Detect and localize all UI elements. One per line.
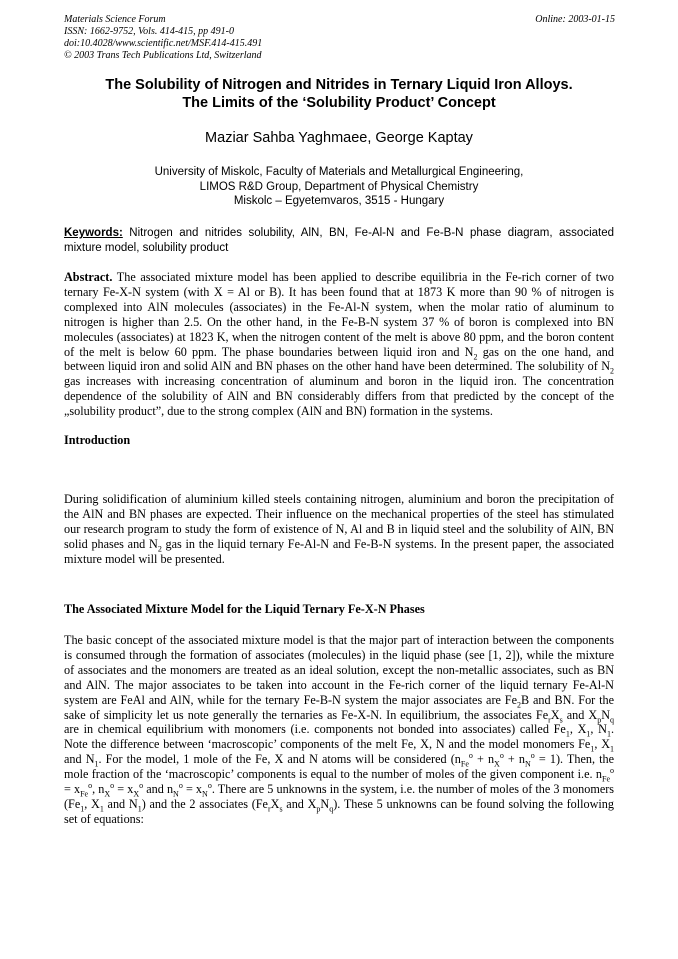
abstract-text-2: gas on the one hand, and between liquid iron and solid AlN and BN phases on the other hand have been determined. The solubility of N [64, 344, 614, 374]
affiliation [40, 165, 638, 209]
title-line-2: The Limits of the ‘Solubility Product’ Concept [182, 95, 496, 111]
model-text: + n [472, 752, 495, 767]
subscript: 1 [606, 729, 611, 739]
superscript: o [530, 751, 535, 761]
subscript: p [597, 714, 602, 724]
model-text: , N [590, 722, 607, 737]
superscript: o [110, 781, 115, 790]
subscript: X [104, 789, 111, 799]
model-text: and N [64, 752, 95, 767]
journal-header [64, 14, 394, 62]
model-text: and N [103, 796, 138, 811]
superscript: o [178, 781, 183, 790]
subscript: q [329, 804, 334, 814]
subscript: s [279, 804, 283, 814]
keywords [64, 226, 614, 255]
model-text: X [550, 707, 560, 722]
model-text: ) and the 2 associates (Fe [141, 796, 268, 811]
model-text: The basic concept of the associated mixture model is that the major part of interaction between the components is consumed through the formation of associates (molecules) in the liquid phase (see [1, 2]), while the mixture of associates and the monomers are treated as an ideal solution, except the non-metallic associates, such as BN and AlN. The major associates to be taken into account in the Fe-rich corner of the liquid ternary Fe-Al-N system are FeAl and AlN, while for the ternary Fe-B-N system the major associates are Fe [64, 633, 614, 707]
subscript: 1 [610, 744, 614, 754]
introduction-heading: Introduction [64, 433, 131, 447]
model-text: X [270, 796, 280, 811]
model-text: and X [282, 796, 317, 811]
model-text: B and BN. For the sake of simplicity let us note generally the ternaries as Fe-X-N. In equilibrium, the associates Fe [64, 692, 614, 722]
affiliation-line-2: LIMOS R&D Group, Department of Physical Chemistry [199, 180, 479, 193]
model-text: N [601, 707, 610, 722]
subscript: 2 [157, 544, 162, 554]
abstract-label: Abstract. [64, 270, 113, 284]
superscript: o [88, 781, 93, 790]
subscript: Fe [602, 774, 610, 784]
model-text: . Note the difference between ‘macroscopic’ components of the melt Fe, X, N and the model monomers Fe [64, 722, 614, 752]
superscript: o [610, 766, 614, 776]
model-section-body [64, 633, 614, 827]
subscript: X [494, 759, 500, 769]
keywords-text: Nitrogen and nitrides solubility, AlN, BN, Fe-Al-N and Fe-B-N phase diagram, associated mixture model, solubility product [64, 227, 615, 254]
superscript: o [207, 781, 212, 790]
subscript: r [548, 714, 551, 724]
model-text: = 1). Then, the mole fraction of the ‘macroscopic’ components is equal to the number of moles of the given component i.e. n [64, 752, 614, 782]
abstract [64, 270, 614, 419]
superscript: o [468, 751, 473, 761]
issn: ISSN: 1662-9752, Vols. 414-415, pp 491-0 [64, 26, 234, 37]
model-text: , X [569, 722, 587, 737]
subscript: 1 [590, 744, 595, 754]
model-text: . For the model, 1 mole of the Fe, X and N atoms will be considered (n [98, 752, 461, 767]
model-text: = x [182, 782, 203, 797]
subscript: 2 [473, 351, 478, 361]
model-section-heading: The Associated Mixture Model for the Liquid Ternary Fe-X-N Phases [64, 602, 425, 616]
subscript: 2 [610, 366, 614, 376]
subscript: X [133, 789, 140, 799]
subscript: 1 [586, 729, 591, 739]
subscript: Fe [80, 789, 89, 799]
superscript: o [499, 751, 504, 761]
subscript: 1 [94, 759, 99, 769]
model-text: , X [84, 796, 100, 811]
introduction-body [64, 492, 614, 567]
model-text: ). These 5 unknowns can be found solving the following set of equations: [64, 796, 614, 826]
subscript: 2 [516, 700, 521, 710]
affiliation-line-1: University of Miskolc, Faculty of Materials and Metallurgical Engineering, [154, 166, 524, 178]
title-line-1: The Solubility of Nitrogen and Nitrides in Ternary Liquid Iron Alloys. [105, 77, 573, 93]
keywords-label: Keywords: [64, 227, 123, 239]
abstract-text-3: gas increases with increasing concentration of aluminum and boron in the liquid iron. The concentration dependence of the solubility of AlN and BN considerably differs from that predicted by the concept of the „solubility product”, due to the strong complex (AlN and BN) formation in the systems. [64, 374, 614, 419]
subscript: q [610, 714, 614, 724]
doi: doi:10.4028/www.scientific.net/MSF.414-415.491 [64, 38, 263, 49]
journal-name: Materials Science Forum [64, 14, 166, 25]
abstract-text-1: The associated mixture model has been applied to describe equilibria in the Fe-rich corner of two ternary Fe-X-N system (with X = Al or B). It has been found that at 1873 K more than 90 % of nitrogen is complexed into AlN molecules (associates) in the Fe-Al-N system, when the molar ratio of aluminum to nitrogen is higher than 2.5. On the other hand, in the Fe-B-N system 37 % of boron is complexed into BN molecules (associates) at 1823 K, when the nitrogen content of the melt is above 80 ppm, and the boron content of the melt is below 60 ppm. The phase boundaries between liquid iron and N [64, 270, 615, 359]
subscript: N [173, 789, 179, 799]
subscript: Fe [460, 759, 469, 769]
model-text: N [320, 796, 330, 811]
model-text: = x [64, 782, 81, 797]
copyright: © 2003 Trans Tech Publications Ltd, Switzerland [64, 50, 262, 61]
authors: Maziar Sahba Yaghmaee, George Kaptay [205, 130, 473, 146]
affiliation-line-3: Miskolc – Egyetemvaros, 3515 - Hungary [233, 195, 445, 207]
paper-title [40, 76, 638, 112]
intro-text-2: gas in the liquid ternary Fe-Al-N and Fe-B-N systems. In the present paper, the associated mixture model will be presented. [64, 536, 615, 566]
subscript: 1 [99, 804, 104, 814]
model-text: are in chemical equilibrium with monomers (i.e. components not bonded into associates) called Fe [64, 722, 566, 737]
subscript: 1 [80, 804, 85, 814]
subscript: p [316, 804, 321, 814]
model-text: and n [143, 782, 174, 797]
subscript: 1 [137, 804, 142, 814]
model-text: and X [562, 707, 598, 722]
subscript: s [559, 714, 563, 724]
subscript: r [267, 804, 271, 814]
model-text: , n [92, 782, 105, 797]
model-text: = x [114, 782, 134, 797]
intro-text-1: During solidification of aluminium killed steels containing nitrogen, aluminium and boron the precipitation of the AlN and BN phases are expected. Their influence on the mechanical properties of the steel has stimulated our research program to study the form of existence of N, Al and B in liquid steel and the solubility of AlN, BN solid phases and N [64, 492, 614, 551]
model-text: + n [503, 752, 525, 767]
subscript: N [525, 759, 531, 769]
model-text: , X [594, 737, 610, 752]
model-text: . There are 5 unknowns in the system, i.e. the number of moles of the 3 monomers (Fe [64, 782, 615, 811]
subscript: N [202, 789, 208, 799]
superscript: o [139, 781, 144, 790]
subscript: 1 [565, 729, 570, 739]
online-date: Online: 2003-01-15 [535, 14, 615, 25]
